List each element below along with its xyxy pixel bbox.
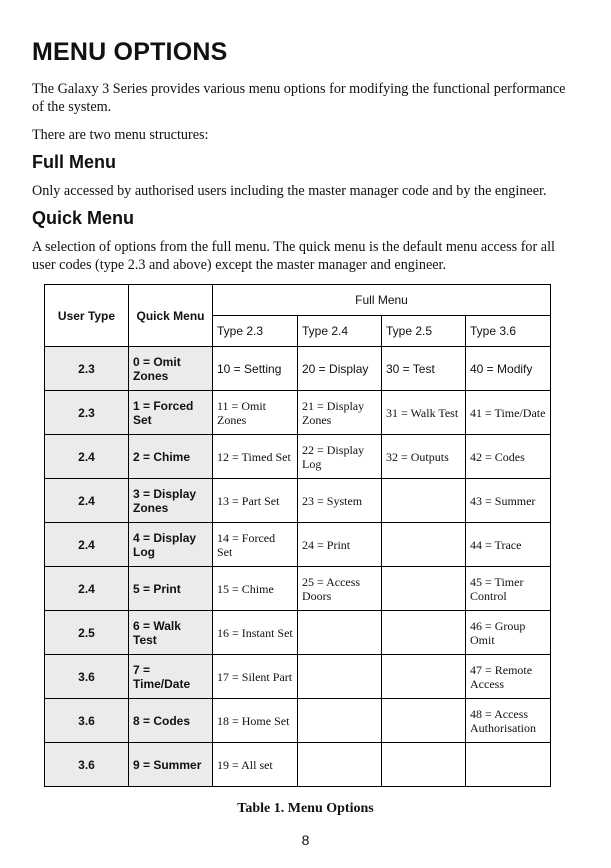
cell-type-2-4 [298,655,382,699]
cell-quick-menu: 1 = Forced Set [129,391,213,435]
cell-type-3-6: 46 = Group Omit [466,611,551,655]
table-caption: Table 1. Menu Options [237,801,374,816]
cell-type-2-5 [382,479,466,523]
cell-type-3-6: 40 = Modify [466,347,551,391]
cell-user-type: 3.6 [45,699,129,743]
cell-quick-menu: 6 = Walk Test [129,611,213,655]
header-user-type: User Type [45,285,129,347]
cell-user-type: 2.4 [45,523,129,567]
header-type-2-4: Type 2.4 [298,316,382,347]
page-number: 8 [301,832,310,848]
table-row [45,391,551,435]
cell-type-2-5 [382,699,466,743]
header-quick-menu: Quick Menu [129,285,213,347]
cell-quick-menu: 0 = Omit Zones [129,347,213,391]
full-menu-paragraph: Only accessed by authorised users including the master manager code and by the engineer. [32,183,547,199]
quick-menu-heading: Quick Menu [32,208,135,228]
cell-type-2-3: 19 = All set [213,743,298,787]
cell-user-type: 2.4 [45,567,129,611]
cell-user-type: 3.6 [45,743,129,787]
cell-type-2-3: 12 = Timed Set [213,435,298,479]
cell-type-2-5: 32 = Outputs [382,435,466,479]
cell-quick-menu: 5 = Print [129,567,213,611]
intro-paragraph: The Galaxy 3 Series provides various menu options for modifying the functional performance of the system. [32,81,566,115]
cell-type-2-5: 31 = Walk Test [382,391,466,435]
cell-type-2-4 [298,743,382,787]
header-type-3-6: Type 3.6 [466,316,551,347]
quick-menu-paragraph: A selection of options from the full menu. The quick menu is the default menu access for all user codes (type 2.3 and above) except the master manager and engineer. [32,239,555,273]
cell-type-2-4: 24 = Print [298,523,382,567]
cell-type-2-3: 11 = Omit Zones [213,391,298,435]
cell-type-2-3: 14 = Forced Set [213,523,298,567]
cell-user-type: 3.6 [45,655,129,699]
cell-quick-menu: 2 = Chime [129,435,213,479]
table-row [45,567,551,611]
cell-type-3-6: 42 = Codes [466,435,551,479]
cell-type-2-4: 22 = Display Log [298,435,382,479]
cell-user-type: 2.4 [45,435,129,479]
cell-user-type: 2.3 [45,347,129,391]
header-type-2-3: Type 2.3 [213,316,298,347]
header-full-menu: Full Menu [213,285,551,316]
cell-type-3-6: 47 = Remote Access [466,655,551,699]
cell-type-3-6: 44 = Trace [466,523,551,567]
cell-type-3-6: 43 = Summer [466,479,551,523]
cell-type-2-4 [298,611,382,655]
cell-type-2-4: 20 = Display [298,347,382,391]
cell-quick-menu: 9 = Summer [129,743,213,787]
table-row [45,743,551,787]
table-row [45,479,551,523]
cell-type-3-6: 48 = Access Authorisation [466,699,551,743]
cell-type-2-5 [382,611,466,655]
cell-type-2-3: 13 = Part Set [213,479,298,523]
header-type-2-5: Type 2.5 [382,316,466,347]
table-row [45,611,551,655]
table-row [45,655,551,699]
cell-type-2-3: 15 = Chime [213,567,298,611]
cell-type-2-4 [298,699,382,743]
cell-type-2-5 [382,743,466,787]
menu-options-table [44,284,551,787]
table-row [45,347,551,391]
cell-type-2-4: 23 = System [298,479,382,523]
cell-quick-menu: 4 = Display Log [129,523,213,567]
cell-type-2-3: 18 = Home Set [213,699,298,743]
page-title: MENU OPTIONS [32,38,228,66]
cell-type-3-6 [466,743,551,787]
cell-quick-menu: 3 = Display Zones [129,479,213,523]
cell-user-type: 2.5 [45,611,129,655]
cell-quick-menu: 7 = Time/Date [129,655,213,699]
cell-type-2-4: 21 = Display Zones [298,391,382,435]
structures-paragraph: There are two menu structures: [32,127,209,143]
table-row [45,699,551,743]
cell-type-2-5 [382,523,466,567]
cell-type-2-5: 30 = Test [382,347,466,391]
full-menu-heading: Full Menu [32,152,116,172]
table-row [45,523,551,567]
cell-type-3-6: 45 = Timer Control [466,567,551,611]
cell-type-2-4: 25 = Access Doors [298,567,382,611]
table-row [45,435,551,479]
cell-type-2-3: 16 = Instant Set [213,611,298,655]
cell-user-type: 2.4 [45,479,129,523]
cell-type-2-5 [382,655,466,699]
cell-type-2-5 [382,567,466,611]
cell-type-2-3: 17 = Silent Part [213,655,298,699]
cell-type-3-6: 41 = Time/Date [466,391,551,435]
cell-quick-menu: 8 = Codes [129,699,213,743]
cell-type-2-3: 10 = Setting [213,347,298,391]
cell-user-type: 2.3 [45,391,129,435]
